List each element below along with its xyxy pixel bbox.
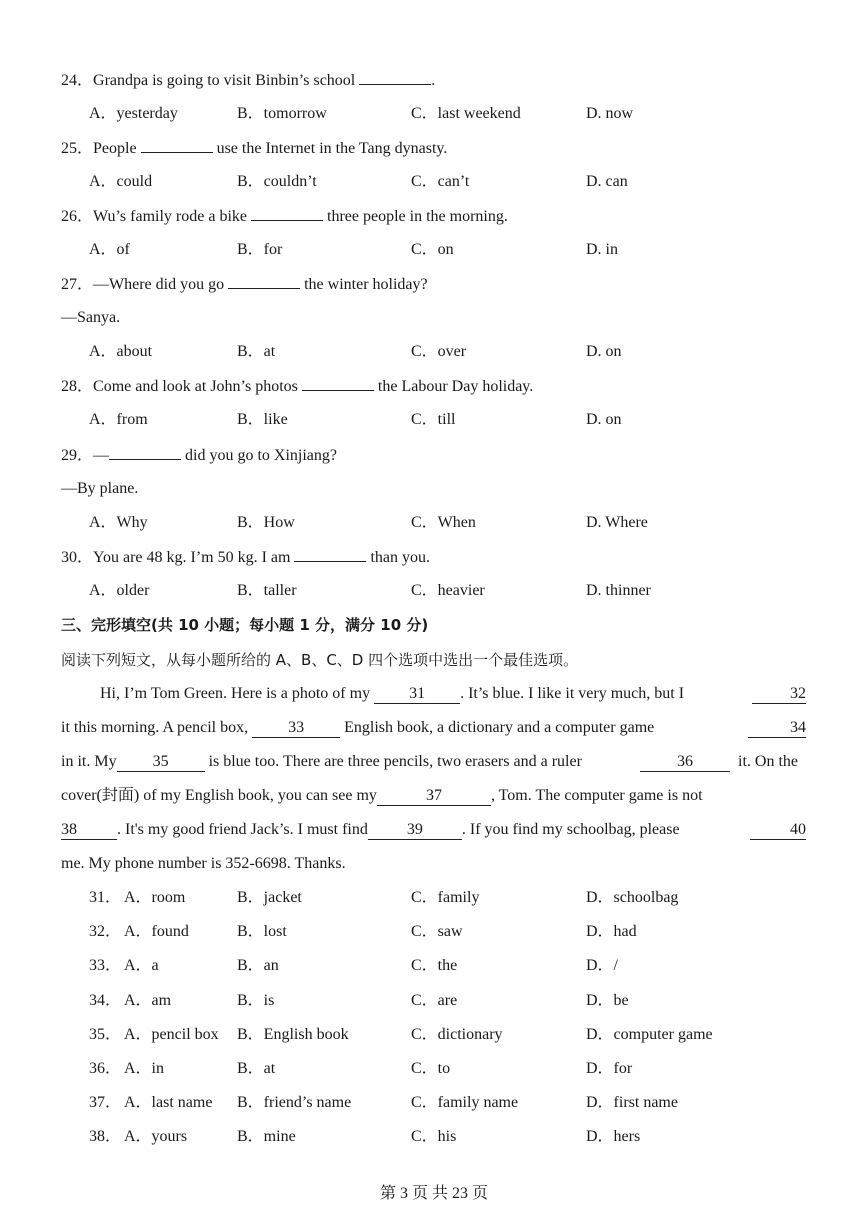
option-c: C．heavier: [411, 582, 485, 599]
option-b: B．friend’s name: [237, 1094, 352, 1111]
question-text: Come and look at John’s photos: [93, 378, 302, 395]
option-c: C．can’t: [411, 173, 470, 190]
option-a: A．yesterday: [89, 105, 178, 122]
option-a: A．from: [89, 411, 148, 428]
section-instruction: 阅读下列短文，从每小题所给的 A、B、C、D 四个选项中选出一个最佳选项。: [61, 651, 579, 669]
passage-line-5: [61, 820, 680, 840]
option-a: A．in: [124, 1060, 165, 1077]
option-c: C．last weekend: [411, 105, 521, 122]
option-c: C．his: [411, 1128, 457, 1145]
option-d: D. now: [586, 105, 634, 122]
option-c: C．the: [411, 957, 458, 974]
option-a: A．a: [124, 957, 159, 974]
option-c: C．When: [411, 514, 476, 531]
passage-text: , Tom. The computer game is not: [490, 787, 703, 804]
question-24: [61, 70, 435, 91]
question-number: 28．: [61, 378, 94, 395]
blank-32: 32: [752, 685, 806, 704]
passage-line-2: [61, 718, 654, 738]
option-a: A．last name: [124, 1094, 213, 1111]
blank-39: 39: [368, 821, 462, 840]
option-b: B．English book: [237, 1026, 349, 1043]
option-d: D．first name: [586, 1094, 678, 1111]
option-b: B．is: [237, 992, 275, 1009]
question-30: [61, 547, 430, 568]
option-d: D．had: [586, 923, 637, 940]
page-footer: 第 3 页 共 23 页: [379, 1185, 488, 1202]
option-c: C．saw: [411, 923, 463, 940]
question-29: [61, 445, 337, 466]
answer-blank: [359, 70, 431, 85]
blank-32-wrap: [752, 684, 806, 704]
option-d: D．be: [586, 992, 629, 1009]
option-c: C．are: [411, 992, 458, 1009]
question-26: [61, 206, 508, 227]
answer-blank: [141, 138, 213, 153]
option-a: A．older: [89, 582, 150, 599]
option-a: A．could: [89, 173, 153, 190]
question-number: 25．: [61, 140, 94, 157]
option-d: D. on: [586, 411, 622, 428]
passage-text: is blue too. There are three pencils, two erasers and a ruler: [204, 753, 582, 770]
option-b: B．tomorrow: [237, 105, 327, 122]
passage-line-4: [61, 786, 806, 806]
option-a: A．of: [89, 241, 130, 258]
passage-text: . If you find my schoolbag, please: [461, 821, 680, 838]
option-c: C．family name: [411, 1094, 519, 1111]
cloze-number: 35．: [89, 1026, 122, 1043]
option-d: D. in: [586, 241, 618, 258]
answer-blank: [294, 547, 366, 562]
question-text: three people in the morning.: [323, 208, 508, 225]
blank-33: 33: [252, 719, 340, 738]
passage-line-1: [100, 684, 684, 704]
blank-31: 31: [374, 685, 460, 704]
option-b: B．at: [237, 343, 276, 360]
question-text: —: [93, 447, 110, 464]
answer-blank: [228, 274, 300, 289]
question-text: the winter holiday?: [300, 276, 428, 293]
question-text: People: [93, 140, 141, 157]
option-a: A．found: [124, 923, 189, 940]
passage-line-6: me. My phone number is 352-6698. Thanks.: [61, 855, 346, 872]
option-a: A．am: [124, 992, 172, 1009]
option-b: B．like: [237, 411, 288, 428]
passage-text: it this morning. A pencil box,: [61, 719, 253, 736]
section-heading: 三、完形填空(共 10 小题；每小题 1 分，满分 10 分): [61, 616, 429, 634]
question-text: did you go to Xinjiang?: [181, 447, 337, 464]
cloze-number: 37．: [89, 1094, 122, 1111]
question-text: than you.: [366, 549, 431, 566]
option-d: D. can: [586, 173, 628, 190]
question-28: [61, 376, 533, 397]
option-a: A．Why: [89, 514, 148, 531]
option-c: C．to: [411, 1060, 451, 1077]
passage-text: . It's my good friend Jack’s. I must find: [117, 821, 368, 838]
answer-blank: [109, 445, 181, 460]
option-b: B．mine: [237, 1128, 296, 1145]
cloze-number: 34．: [89, 992, 122, 1009]
option-b: B．taller: [237, 582, 297, 599]
cloze-number: 36．: [89, 1060, 122, 1077]
option-a: A．about: [89, 343, 153, 360]
passage-text: English book, a dictionary and a computer game: [340, 719, 655, 736]
option-a: A．yours: [124, 1128, 188, 1145]
cloze-number: 32．: [89, 923, 122, 940]
passage-text: in it. My: [61, 753, 117, 770]
option-d: D. on: [586, 343, 622, 360]
question-25: [61, 138, 447, 159]
option-d: D．for: [586, 1060, 633, 1077]
passage-text: . It’s blue. I like it very much, but I: [460, 685, 685, 702]
blank-40: 40: [750, 821, 806, 840]
question-number: 30．: [61, 549, 94, 566]
cloze-number: 31．: [89, 889, 122, 906]
option-d: D．computer game: [586, 1026, 713, 1043]
question-number: 24．: [61, 72, 94, 89]
passage-line-3: [61, 752, 582, 772]
blank-40-wrap: [750, 820, 806, 840]
cloze-number: 33．: [89, 957, 122, 974]
option-d: D．hers: [586, 1128, 641, 1145]
blank-37: 37: [377, 787, 491, 806]
question-text: You are 48 kg. I’m 50 kg. I am: [93, 549, 295, 566]
option-c: C．dictionary: [411, 1026, 503, 1043]
option-c: C．over: [411, 343, 467, 360]
blank-34-wrap: [748, 718, 806, 738]
question-number: 27．: [61, 276, 94, 293]
passage-text: cover(封面) of my English book, you can see my: [61, 787, 377, 804]
question-27: [61, 274, 428, 295]
blank-34: 34: [748, 719, 806, 738]
question-number: 29．: [61, 447, 94, 464]
question-text: use the Internet in the Tang dynasty.: [212, 140, 448, 157]
cloze-number: 38．: [89, 1128, 122, 1145]
passage-text: Hi, I’m Tom Green. Here is a photo of my: [100, 685, 375, 702]
option-b: B．at: [237, 1060, 276, 1077]
question-text: Grandpa is going to visit Binbin’s school: [93, 72, 360, 89]
option-b: B．for: [237, 241, 283, 258]
blank-36: 36: [640, 753, 730, 772]
option-d: D. thinner: [586, 582, 651, 599]
option-c: C．till: [411, 411, 456, 428]
option-c: C．family: [411, 889, 480, 906]
answer-blank: [251, 206, 323, 221]
blank-35: 35: [117, 753, 205, 772]
option-c: C．on: [411, 241, 454, 258]
answer-blank: [302, 376, 374, 391]
option-d: D．schoolbag: [586, 889, 679, 906]
option-b: B．How: [237, 514, 295, 531]
passage-text: it. On the: [738, 753, 798, 770]
question-text: the Labour Day holiday.: [373, 378, 534, 395]
option-b: B．lost: [237, 923, 287, 940]
option-a: A．pencil box: [124, 1026, 219, 1043]
passage-line-3b: [640, 752, 730, 772]
option-b: B．couldn’t: [237, 173, 317, 190]
question-text: .: [431, 72, 436, 89]
blank-38: 38: [61, 821, 117, 840]
option-d: D. Where: [586, 514, 648, 531]
option-a: A．room: [124, 889, 186, 906]
option-d: D．/: [586, 957, 619, 974]
question-text: —Where did you go: [93, 276, 229, 293]
option-b: B．jacket: [237, 889, 302, 906]
question-text: Wu’s family rode a bike: [93, 208, 251, 225]
dialogue-answer: —Sanya.: [61, 309, 121, 326]
question-number: 26．: [61, 208, 94, 225]
option-b: B．an: [237, 957, 279, 974]
dialogue-answer: —By plane.: [61, 480, 139, 497]
